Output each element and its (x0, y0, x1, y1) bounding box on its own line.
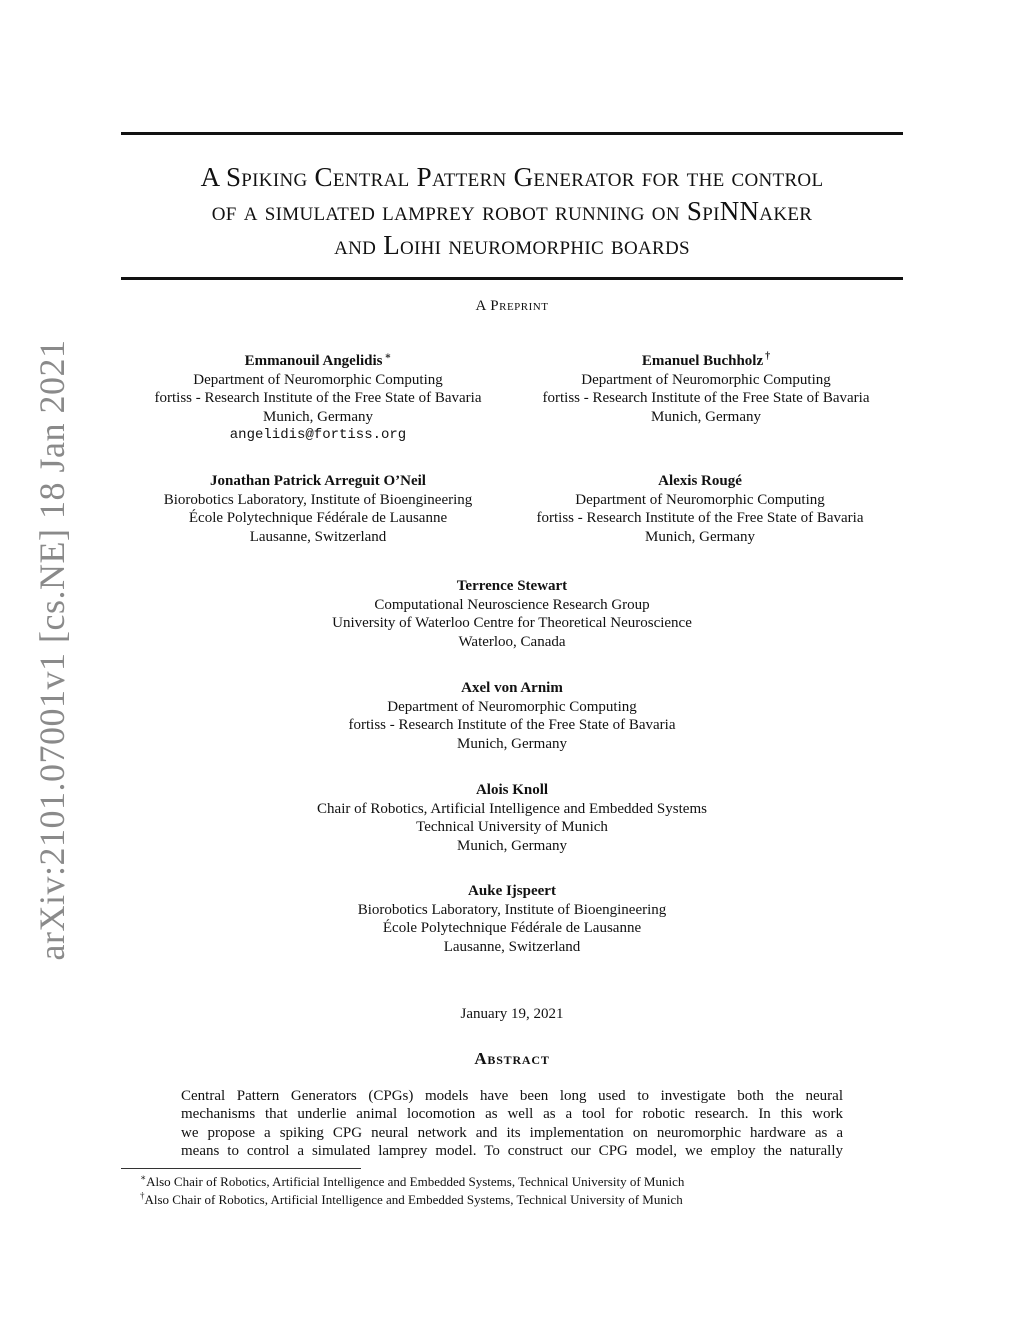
abstract-line: means to control a simulated lamprey model. To construct our CPG model, we employ the naturally (181, 1143, 843, 1160)
title-line-3: and Loihi neuromorphic boards (334, 230, 690, 260)
author-block-stewart (0, 577, 1024, 651)
author-block-oneil (121, 472, 515, 546)
footnote-2 (140, 1192, 683, 1208)
author-location: Waterloo, Canada (458, 633, 566, 650)
author-footnote-mark: † (765, 351, 771, 362)
author-institution: fortiss - Research Institute of the Free State of Bavaria (348, 717, 676, 733)
abstract-line: we propose a spiking CPG neural network and its implementation on neuromorphic hardware as a (181, 1124, 843, 1141)
author-department: Biorobotics Laboratory, Institute of Bioengineering (163, 491, 473, 508)
author-department: Department of Neuromorphic Computing (575, 491, 825, 508)
publication-date: January 19, 2021 (460, 1006, 564, 1022)
author-institution: fortiss - Research Institute of the Free State of Bavaria (542, 390, 870, 406)
author-institution: fortiss - Research Institute of the Free State of Bavaria (154, 390, 482, 406)
author-name: Emmanouil Angelidis ∗ (244, 351, 392, 369)
arxiv-identifier-stamp: arXiv:2101.07001v1 [cs.NE] 18 Jan 2021 (32, 339, 72, 961)
author-block-angelidis (121, 352, 515, 445)
author-location: Munich, Germany (263, 408, 373, 425)
abstract-line: mechanisms that underlie animal locomotion as well as a tool for robotic research. In this work (181, 1106, 843, 1123)
author-location: Lausanne, Switzerland (249, 528, 387, 545)
footnote-text: Also Chair of Robotics, Artificial Intelligence and Embedded Systems, Technical University of Munich (146, 1174, 685, 1189)
title-bottom-rule (121, 277, 903, 280)
author-block-rouge (500, 472, 900, 546)
author-name: Jonathan Patrick Arreguit O’Neil (210, 473, 426, 489)
author-block-buchholz (515, 352, 897, 426)
footnote-text: Also Chair of Robotics, Artificial Intelligence and Embedded Systems, Technical University of Munich (144, 1192, 683, 1207)
author-name: Alois Knoll (475, 782, 549, 798)
footnote-rule (121, 1168, 361, 1169)
author-department: Computational Neuroscience Research Group (374, 596, 650, 613)
author-department: Department of Neuromorphic Computing (387, 698, 637, 715)
author-email-link[interactable]: angelidis@fortiss.org (229, 427, 407, 443)
abstract-line: Central Pattern Generators (CPGs) models have been long used to investigate both the neural (181, 1088, 843, 1104)
title-top-rule (121, 132, 903, 135)
author-block-knoll (0, 781, 1024, 855)
footnote-1 (140, 1174, 684, 1190)
title-line-1: A Spiking Central Pattern Generator for the control (200, 162, 824, 192)
author-institution: École Polytechnique Fédérale de Lausanne (382, 920, 642, 936)
author-department: Chair of Robotics, Artificial Intelligence and Embedded Systems (317, 800, 707, 817)
author-block-arnim (0, 679, 1024, 753)
author-department: Biorobotics Laboratory, Institute of Bioengineering (357, 901, 667, 918)
author-name: Auke Ijspeert (468, 883, 556, 899)
title-line-2: of a simulated lamprey robot running on SpiNNaker (211, 196, 813, 226)
author-location: Munich, Germany (645, 528, 755, 545)
abstract-body (181, 1087, 843, 1161)
paper-title (121, 160, 903, 262)
author-location: Munich, Germany (457, 735, 567, 752)
author-institution: École Polytechnique Fédérale de Lausanne (188, 510, 448, 526)
author-department: Department of Neuromorphic Computing (193, 371, 443, 388)
author-institution: Technical University of Munich (416, 819, 608, 835)
author-name: Alexis Rougé (658, 473, 742, 489)
author-department: Department of Neuromorphic Computing (581, 371, 831, 388)
author-location: Munich, Germany (457, 837, 567, 854)
abstract-heading: Abstract (474, 1049, 550, 1068)
footnote-mark: † (140, 1190, 145, 1201)
author-block-ijspeert (0, 882, 1024, 956)
author-name: Emanuel Buchholz † (641, 351, 771, 369)
author-footnote-mark: ∗ (384, 351, 392, 362)
author-institution: University of Waterloo Centre for Theoretical Neuroscience (332, 615, 692, 631)
author-name: Axel von Arnim (461, 680, 563, 696)
author-name: Terrence Stewart (456, 578, 568, 594)
author-location: Munich, Germany (651, 408, 761, 425)
footnote-mark: ∗ (140, 1172, 147, 1183)
preprint-label: A Preprint (475, 298, 549, 314)
author-location: Lausanne, Switzerland (443, 938, 581, 955)
author-institution: fortiss - Research Institute of the Free State of Bavaria (536, 510, 864, 526)
